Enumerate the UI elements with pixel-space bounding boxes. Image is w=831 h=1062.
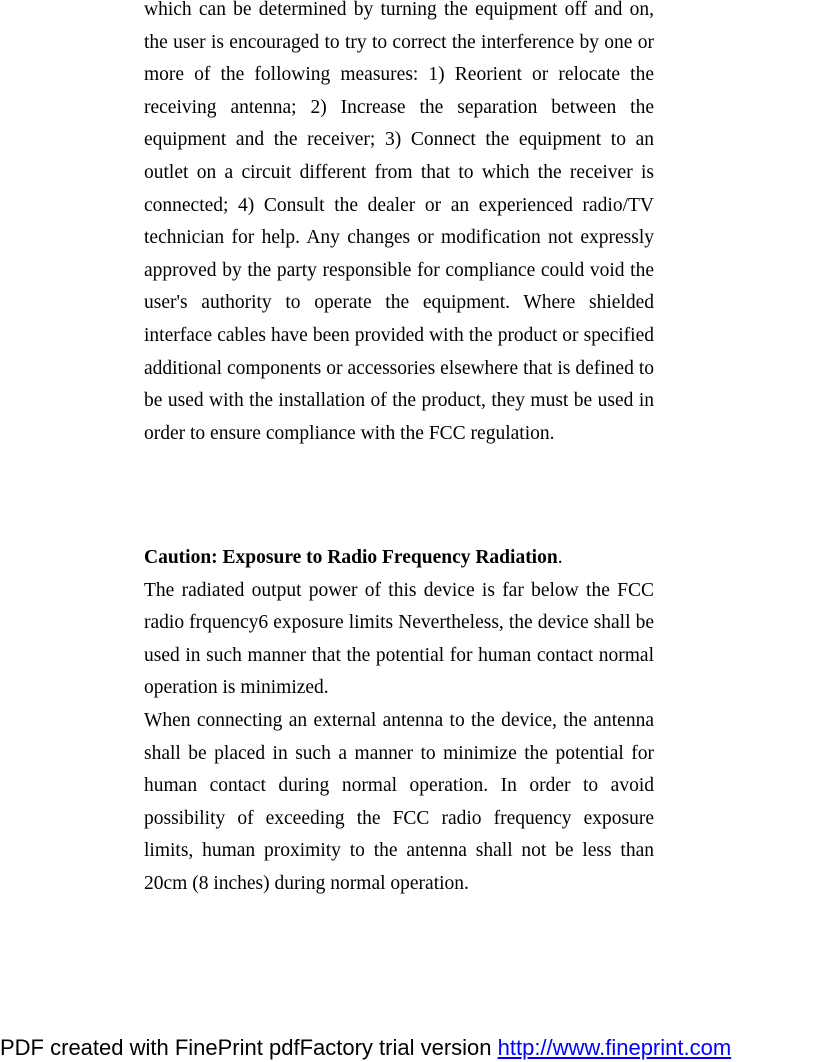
- fcc-interference-paragraph: which can be determined by turning the equipment off and on, the user is encouraged to try to correct the interference by one or more of the following measures: 1) Reorient or relocate the receiving antenna; 2) Increase the separation between the equipment and the receiver; 3) Connect the equipment to an outlet on a circuit different from that to which the receiver is connected; 4) Consult the dealer or an experienced radio/TV technician for help. Any changes or modification not expressly approved by the party responsible for compliance could void the user's authority to operate the equipment. Where shielded interface cables have been provided with the product or specified additional components or accessories elsewhere that is defined to be used with the installation of the product, they must be used in order to ensure compliance with the FCC regulation.: [144, 0, 654, 444]
- fineprint-link[interactable]: http://www.fineprint.com: [497, 1035, 732, 1060]
- caution-section: [144, 542, 654, 901]
- footer-text: PDF created with FinePrint pdfFactory trial version: [0, 1035, 498, 1060]
- radiated-power-paragraph: The radiated output power of this device is far below the FCC radio frquency6 exposure limits Nevertheless, the device shall be used in such manner that the potential for human contact normal operation is minimized.: [144, 579, 654, 699]
- caution-heading-text: Caution: Exposure to Radio Frequency Radiation: [144, 547, 558, 568]
- pdf-watermark-footer: [0, 1033, 831, 1062]
- caution-heading-period: .: [557, 547, 563, 568]
- external-antenna-paragraph: When connecting an external antenna to the device, the antenna shall be placed in such a manner to minimize the potential for human contact during normal operation. In order to avoid possibility of exceeding the FCC radio frequency exposure limits, human proximity to the antenna shall not be less than 20cm (8 inches) during normal operation.: [144, 709, 654, 894]
- caution-heading: [144, 542, 654, 575]
